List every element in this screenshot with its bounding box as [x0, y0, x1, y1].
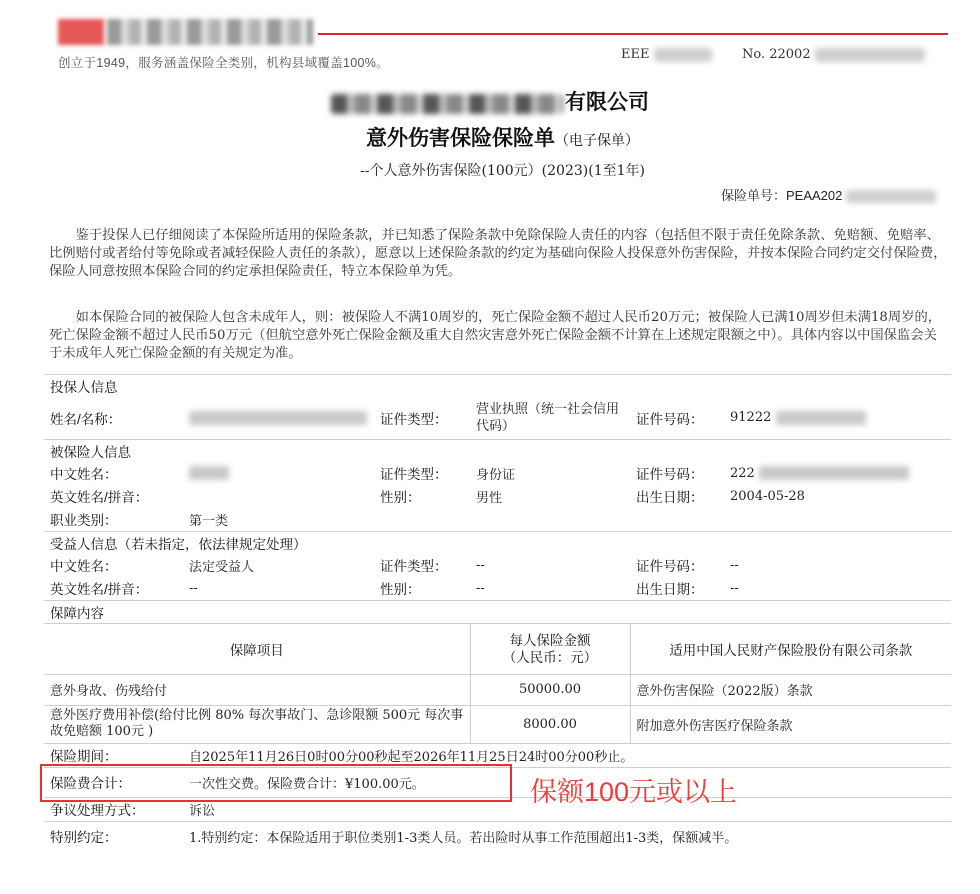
coverage-clause: 附加意外伤害医疗保险条款 — [630, 705, 951, 743]
coverage-clause: 意外伤害保险（2022版）条款 — [630, 674, 951, 705]
document-title-note: （电子保单） — [555, 133, 639, 149]
document-title — [0, 122, 980, 152]
beneficiary-en-name-label: 英文姓名/拼音： — [50, 582, 149, 597]
beneficiary-birth-label: 出生日期： — [636, 582, 704, 597]
annotation-text: 保额100元或以上 — [530, 777, 738, 807]
logo-mark — [58, 19, 104, 45]
section-title-coverage: 保障内容 — [44, 600, 951, 623]
insured-birth-label: 出生日期： — [636, 490, 704, 505]
redacted-brand-name — [107, 19, 313, 45]
insured-gender-value: 男性 — [476, 490, 503, 506]
redacted-policy-number — [846, 190, 936, 203]
insured-occupation-value: 第一类 — [189, 513, 229, 529]
applicant-id-no-prefix: 91222 — [730, 410, 772, 426]
insured-id-no-value — [724, 462, 951, 485]
insured-cn-name-label: 中文姓名： — [50, 467, 118, 482]
applicant-name-label: 姓名/名称： — [50, 411, 122, 427]
applicant-row — [44, 397, 951, 439]
insured-en-name-label: 英文姓名/拼音： — [50, 490, 149, 505]
redacted-applicant-id — [776, 411, 866, 425]
redacted-company-name — [331, 94, 563, 114]
beneficiary-gender-label: 性别： — [380, 582, 421, 597]
coverage-header — [44, 623, 951, 674]
insured-id-no-prefix: 222 — [730, 465, 755, 481]
document-title-text: 意外伤害保险保险单 — [366, 125, 555, 150]
header-divider — [318, 33, 948, 35]
beneficiary-en-name-value: -- — [189, 580, 198, 596]
beneficiary-id-type-label: 证件类型： — [380, 559, 448, 574]
beneficiary-birth-value: -- — [730, 580, 739, 596]
eee-field — [621, 47, 712, 62]
coverage-row — [44, 674, 951, 705]
insured-cn-name-value — [183, 462, 374, 485]
dispute-label: 争议处理方式： — [44, 797, 183, 821]
section-title-applicant: 投保人信息 — [44, 375, 951, 398]
beneficiary-id-type-value: -- — [476, 557, 485, 573]
insured-gender-label: 性别： — [380, 490, 421, 505]
insured-en-name-value — [183, 485, 374, 508]
redacted-eee — [654, 48, 712, 62]
beneficiary-cn-name-label: 中文姓名： — [50, 559, 118, 574]
eee-prefix: EEE — [621, 47, 650, 62]
beneficiary-gender-value: -- — [476, 580, 485, 596]
beneficiary-id-no-label: 证件号码： — [636, 559, 704, 574]
premium-value: 一次性交费。保险费合计：¥100.00元。 — [183, 767, 951, 797]
period-value: 自2025年11月26日0时00分00秒起至2026年11月25日24时00分00秒止。 — [183, 743, 951, 767]
insured-row-2 — [44, 485, 951, 508]
section-beneficiary — [44, 531, 951, 554]
applicant-id-type-value: 营业执照（统一社会信用代码） — [476, 401, 620, 434]
beneficiary-id-no-value: -- — [730, 557, 739, 573]
coverage-amount: 8000.00 — [470, 705, 630, 743]
section-title-insured: 被保险人信息 — [44, 439, 951, 462]
minor-clause-paragraph: 如本保险合同的被保险人包含未成年人，则：被保险人不满10周岁的，死亡保险金额不超过人民币20万元；被保险人已满10周岁但未满18周岁的，死亡保险金额不超过人民币50万元（但航空意外死亡保险金额及重大自然灾害意外死亡保险金额不计算在上述规定限额之中）。具体内容以中国保监会关于未成年人死亡保险金额的有关规定为准。 — [49, 310, 942, 361]
applicant-id-no-value — [724, 397, 951, 439]
beneficiary-cn-name-value: 法定受益人 — [189, 559, 255, 575]
product-name: --个人意外伤害保险(100元）(2023)(1至1年) — [360, 163, 645, 179]
redacted-applicant-name — [189, 411, 367, 425]
insured-row-1 — [44, 462, 951, 485]
redacted-doc-number — [815, 48, 925, 62]
dispute-value: 诉讼 — [183, 797, 951, 821]
coverage-amount: 50000.00 — [470, 674, 630, 705]
section-applicant — [44, 375, 951, 398]
section-coverage — [44, 600, 951, 623]
applicant-id-type-label: 证件类型： — [380, 411, 448, 427]
section-title-beneficiary: 受益人信息（若未指定，依法律规定处理） — [44, 531, 951, 554]
insured-id-type-value: 身份证 — [476, 467, 516, 483]
insured-row-3 — [44, 508, 951, 532]
section-insured — [44, 439, 951, 462]
special-row — [44, 821, 951, 851]
coverage-col-clause: 适用中国人民财产保险股份有限公司条款 — [630, 623, 951, 674]
coverage-item: 意外医疗费用补偿(给付比例 80% 每次事故门、急诊限额 500元 每次事故免赔额 100元 ) — [44, 705, 470, 743]
coverage-item: 意外身故、伤残给付 — [44, 674, 470, 705]
insured-id-type-label: 证件类型： — [380, 467, 448, 482]
insured-id-no-label: 证件号码： — [636, 467, 704, 482]
coverage-col-amount: 每人保险金额（人民币：元） — [470, 623, 630, 674]
insured-birth-value: 2004-05-28 — [730, 488, 805, 504]
insured-occupation-label: 职业类别： — [50, 513, 118, 528]
redacted-insured-name — [189, 466, 229, 480]
company-suffix: 有限公司 — [565, 89, 649, 114]
applicant-name-value — [183, 397, 374, 439]
coverage-col-item: 保障项目 — [44, 623, 470, 674]
policy-number-label: 保险单号：PEAA202 — [721, 188, 843, 203]
beneficiary-row-1 — [44, 554, 951, 577]
special-value: 1.特别约定：本保险适用于职位类别1-3类人员。若出险时从事工作范围超出1-3类，保额减半。 — [183, 821, 951, 851]
redacted-insured-id — [759, 466, 909, 480]
applicant-id-no-label: 证件号码： — [636, 411, 704, 427]
premium-label: 保险费合计： — [44, 767, 183, 797]
premium-highlight-box — [40, 764, 512, 802]
period-label: 保险期间： — [44, 743, 183, 767]
brand-logo — [58, 16, 313, 48]
declaration-paragraph: 鉴于投保人已仔细阅读了本保险所适用的保险条款，并已知悉了保险条款中免除保险人责任的内容（包括但不限于责任免除条款、免赔额、免赔率、比例赔付或者给付等免除或者减轻保险人责任的条款），愿意以上述保险条款的约定为基础向保险人投保意外伤害保险，并按本保险合同约定交付保险费，保险人同意按照本保险合同的约定承担保险责任，特立本保险单为凭。 — [49, 228, 947, 279]
special-label: 特别约定： — [44, 821, 183, 851]
beneficiary-row-2 — [44, 577, 951, 601]
coverage-row — [44, 705, 951, 743]
company-slogan: 创立于1949，服务涵盖保险全类别，机构县域覆盖100%。 — [58, 56, 389, 70]
doc-number-prefix: No. 22002 — [742, 47, 811, 62]
doc-number-field — [742, 47, 925, 62]
policy-number — [721, 185, 936, 204]
company-name — [0, 86, 980, 116]
